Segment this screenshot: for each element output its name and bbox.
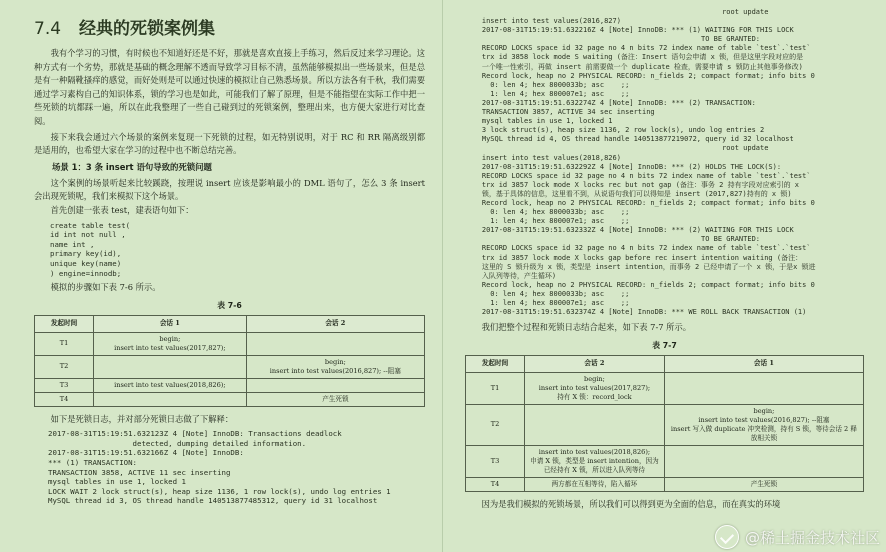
table-header-time: 发起时间 [466, 355, 525, 372]
cell-line: 放相关锁 [750, 433, 778, 442]
watermark [715, 525, 880, 549]
cell-line: 两方都在互相等待，陷入循环 [551, 479, 638, 488]
row-cell-s1 [525, 477, 665, 491]
row-time: T3 [466, 445, 525, 477]
row-time: T4 [35, 392, 94, 406]
row-cell-s1 [525, 372, 665, 404]
cell-line: begin; [583, 374, 605, 383]
table-row [466, 372, 864, 404]
section-title: 经典的死锁案例集 [79, 19, 216, 39]
scene-1-title: 场景 1：3 条 insert 语句导致的死锁问题 [52, 161, 212, 172]
row-cell-s1 [94, 392, 247, 406]
row-cell-s1 [94, 378, 247, 392]
table-row [35, 378, 425, 392]
cell-line: 申请 X 锁，类型是 insert intention，因为 [530, 456, 659, 465]
combine-intro: 我们把整个过程和死锁日志结合起来，如下表 7-7 所示。 [481, 322, 692, 333]
row-cell-s2 [664, 404, 863, 445]
row-time: T3 [35, 378, 94, 392]
row-time: T2 [35, 355, 94, 378]
row-cell-s2 [246, 355, 424, 378]
cell-line: 已经持有 X 锁，所以进入队列等待 [543, 465, 646, 474]
cell-line: begin; [324, 357, 346, 366]
table-7-6 [34, 315, 425, 407]
right-page [443, 0, 886, 552]
cell-line: begin; [159, 334, 181, 343]
table-header-session-2: 会话 2 [246, 315, 424, 332]
create-table-sql: create table test( id int not null , name int , primary key(id), unique key(name) ) engine=innodb; [50, 220, 131, 278]
deadlock-log-part-2: root update insert into test values(2016,827) 2017-08-31T15:19:51.632216Z 4 [Note] InnoDB: *** (1) WAITING FOR THIS LOCK TO BE GRANTED: RECORD LOCKS space id 32 page no 4 n bits 72 index name of table `test`.`test` trx id 3858 lock mode S waiting (备注：Insert 语句会申请 x 锁，但是这里字段对应的是 一个唯一性索引，再做 insert 前需要做一个 duplicate 检查，需要申请 s 锁防止其他事务修改) Record lock, heap no 2 PHYSICAL RECORD: n_fields 2; compact format; info bits 0 0: len 4; hex 8000033b; asc ;; 1: len 4; hex 800007e1; asc ;; 2017-08-31T15:19:51.632274Z 4 [Note] InnoDB: *** (2) TRANSACTION: TRANSACTION 3857, ACTIVE 34 sec inserting mysql tables in use 1, locked 1 3 lock struct(s), heap size 1136, 2 row lock(s), undo log entries 2 MySQL thread id 4, OS thread handle 140513877219072, query id 32 localhost root update insert into test values(2018,826) 2017-08-31T15:19:51.632292Z 4 [Note] InnoDB: *** (2) HOLDS THE LOCK(S): RECORD LOCKS space id 32 page no 4 n bits 72 index name of table `test`.`test` trx id 3857 lock mode X locks rec but not gap (备注：事务 2 持有字段对应索引的 x 锁，基于具体的信息，这里看不到，从说语句我们可以得知是 insert (2017,827)持有的 x 锁) Record lock, heap no 2 PHYSICAL RECORD: n_fields 2; compact format; info bits 0 0: len 4; hex 8000033b; asc ;; 1: len 4; hex 800007e1; asc ;; 2017-08-31T15:19:51.632332Z 4 [Note] InnoDB: *** (2) WAITING FOR THIS LOCK TO BE GRANTED: RECORD LOCKS space id 32 page no 4 n bits 72 index name of table `test`.`test` trx id 3857 lock mode X locks gap before rec insert intention waiting (备注： 这里的 S 锁升级为 x 锁，类型是 insert intention，而事务 2 已经申请了一个 x 锁，于是x 锁进 入队列等待，产生循环) Record lock, heap no 2 PHYSICAL RECORD: n_fields 2; compact format; info bits 0 0: len 4; hex 8000033b; asc ;; 1: len 4; hex 800007e1; asc ;; 2017-08-31T15:19:51.632374Z 4 [Note] InnoDB: *** WE ROLL BACK TRANSACTION (1) [481, 8, 816, 317]
table-row [35, 332, 425, 355]
log-intro: 如下是死锁日志，并对部分死锁日志做了下解释： [50, 413, 234, 424]
cell-line: insert into test values(2018,826); [538, 447, 651, 456]
row-time: T4 [466, 477, 525, 491]
intro-paragraph-2: 接下来我会通过六个场景的案例来复现一下死锁的过程，如无特别说明，对于 RC 和 RR 隔离级别都是适用的，也希望大家在学习的过程中也不断总结完善。 [34, 131, 425, 156]
cell-line: insert into test values(2017,827); [114, 343, 226, 352]
row-cell-s1 [525, 404, 665, 445]
cell-line: insert into test values(2016,827); --阻塞 [698, 415, 830, 424]
watermark-text: @稀土掘金技术社区 [744, 528, 880, 547]
row-cell-s2 [246, 378, 424, 392]
table-row [466, 404, 864, 445]
cell-line: 产生死锁 [750, 479, 778, 488]
scene-paragraph-1: 这个案例的场景听起来比较蹊跷，按理说 insert 应该是影响最小的 DML 语句了，怎么 3 条 insert 会出现死锁呢，我们来模拟下这个场景。 [34, 177, 425, 202]
cell-line: insert into test values(2018,826); [114, 380, 226, 389]
row-time: T1 [466, 372, 525, 404]
scene-paragraph-2: 首先创建一张表 test，建表语句如下： [50, 204, 194, 215]
table-row [466, 445, 864, 477]
table-header-session-2: 会话 2 [525, 355, 665, 372]
row-cell-s2 [664, 445, 863, 477]
watermark-logo-icon [715, 525, 739, 549]
steps-intro: 模拟的步骤如下表 7-6 所示。 [50, 282, 161, 293]
deadlock-log-part-1: 2017-08-31T15:19:51.632123Z 4 [Note] InnoDB: Transactions deadlock detected, dumping detailed information. 2017-08-31T15:19:51.632166Z 4 [Note] InnoDB: *** (1) TRANSACTION: TRANSACTION 3858, ACTIVE 11 sec inserting mysql tables in use 1, locked 1 LOCK WAIT 2 lock struct(s), heap size 1136, 1 row lock(s), undo log entries 1 MySQL thread id 3, OS thread handle 140513877485312, query id 31 localhost [48, 429, 391, 506]
intro-paragraph-1: 我有个学习的习惯，有时候也不知道好还是不好，那就是喜欢直接上手练习，然后反过来学习理论。这种方式有一个劣势，那就是基础的概念理解不透而导致学习目标不清，虽然能够模拟出一些场景来，但是总是有一种隔靴搔痒的感觉，而好处则是可以通过快速的模拟让自己熟悉场景。所以方法各有千秋，我们需要通过学习素构自己的知识体系，锁的学习也是如此，可能我们了解了原理，但是不能指望在实际工作中把一些死锁的坑都踩一遍，所以在此我整理了一些自己碰到过的死锁案例，整理出来，也方便大家进行对比查阅。 [34, 48, 425, 126]
cell-line: insert into test values(2016,827); --阻塞 [269, 366, 401, 375]
row-cell-s2 [246, 332, 424, 355]
section-number: 7.4 [34, 19, 62, 39]
table-row [466, 477, 864, 491]
table-header-time: 发起时间 [35, 315, 94, 332]
row-cell-s1 [525, 445, 665, 477]
row-cell-s2 [246, 392, 424, 406]
section-heading [34, 14, 425, 39]
cell-line: 产生死锁 [322, 394, 349, 403]
table-header-session-1: 会话 1 [94, 315, 247, 332]
closing-paragraph: 因为是我们模拟的死锁场景，所以我们可以得到更为全面的信息，而在真实的环境 [481, 498, 781, 509]
table-7-6-caption: 表 7-6 [217, 300, 242, 310]
row-cell-s2 [664, 372, 863, 404]
row-time: T1 [35, 332, 94, 355]
row-cell-s1 [94, 355, 247, 378]
table-7-7-caption: 表 7-7 [652, 340, 677, 350]
table-row [35, 355, 425, 378]
cell-line: insert 写入做 duplicate 冲突检测，持有 S 锁，等待会话 2 释 [670, 424, 857, 433]
table-7-7 [465, 355, 864, 492]
cell-line: 持有 X 锁：record_lock [557, 392, 632, 401]
row-cell-s2 [664, 477, 863, 491]
cell-line: begin; [753, 406, 775, 415]
row-cell-s1 [94, 332, 247, 355]
cell-line: insert into test values(2017,827); [538, 383, 651, 392]
table-header-session-1: 会话 1 [664, 355, 863, 372]
table-row [35, 392, 425, 406]
row-time: T2 [466, 404, 525, 445]
